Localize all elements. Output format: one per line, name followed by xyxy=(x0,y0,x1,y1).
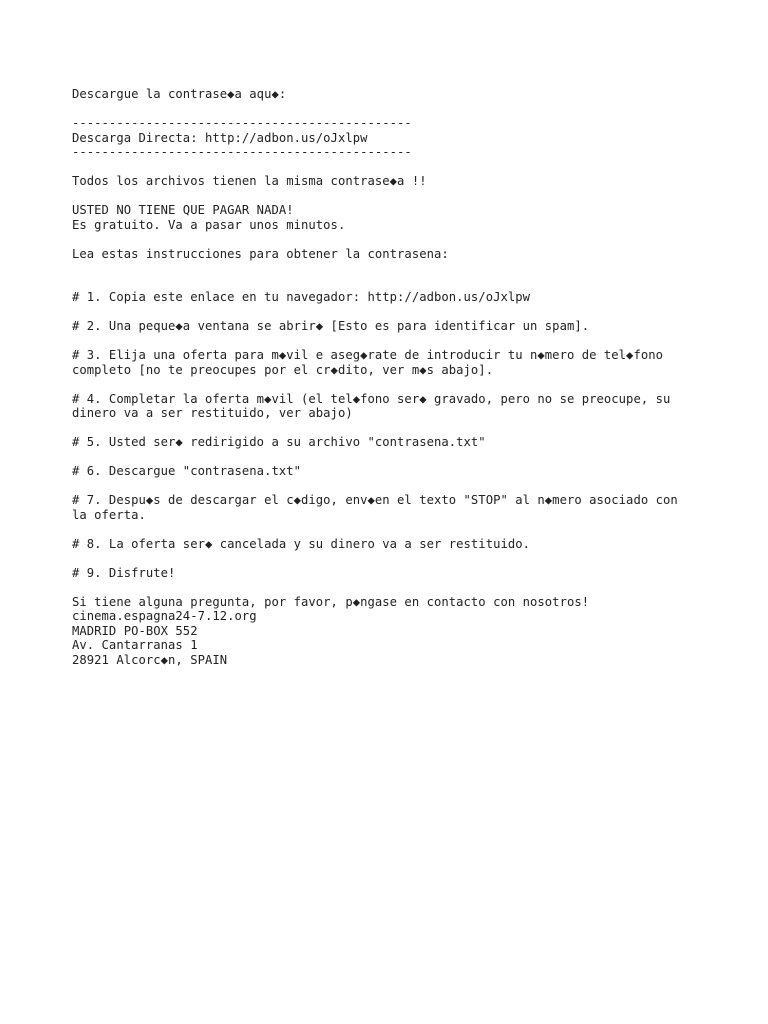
same-password-line: Todos los archivos tienen la misma contrase◆a !! xyxy=(72,174,427,188)
step-1: # 1. Copia este enlace en tu navegador: http://adbon.us/oJxlpw xyxy=(72,290,531,304)
instructions-intro: Lea estas instrucciones para obtener la contrasena: xyxy=(72,246,449,261)
step-6: # 6. Descargue "contrasena.txt" xyxy=(72,464,302,478)
step-4: # 4. Completar la oferta m◆vil (el tel◆fono ser◆ gravado, pero no se preocupe, su dinero va a ser restituido, ver abajo) xyxy=(72,391,671,420)
step-7: # 7. Despu◆s de descargar el c◆digo, env◆en el texto "STOP" al n◆mero asociado con la oferta. xyxy=(72,493,678,522)
contact-street: Av. Cantarranas 1 xyxy=(72,638,198,652)
spacer xyxy=(72,334,712,349)
contact-website: cinema.espagna24-7.12.org xyxy=(72,609,257,623)
spacer xyxy=(72,305,712,320)
separator-top: ---------------------------------------------- xyxy=(72,116,412,130)
step-2: # 2. Una peque◆a ventana se abrir◆ [Esto es para identificar un spam]. xyxy=(72,319,590,333)
spacer xyxy=(72,421,712,436)
spacer xyxy=(72,551,712,566)
spacer xyxy=(72,522,712,537)
step-9: # 9. Disfrute! xyxy=(72,565,176,580)
step-8: # 8. La oferta ser◆ cancelada y su dinero va a ser restituido. xyxy=(72,536,531,551)
document-body xyxy=(72,87,712,667)
free-line: Es gratuito. Va a pasar unos minutos. xyxy=(72,217,346,232)
spacer xyxy=(72,377,712,392)
contact-city: 28921 Alcorc◆n, SPAIN xyxy=(72,652,228,667)
spacer xyxy=(72,580,712,595)
direct-download-line: Descarga Directa: http://adbon.us/oJxlpw xyxy=(72,130,368,145)
spacer xyxy=(72,160,712,175)
intro-line: Descargue la contrase◆a aqu◆: xyxy=(72,87,287,101)
contact-pobox: MADRID PO-BOX 552 xyxy=(72,623,198,638)
spacer xyxy=(72,102,712,117)
spacer xyxy=(72,232,712,247)
spacer xyxy=(72,189,712,204)
contact-question: Si tiene alguna pregunta, por favor, p◆ngase en contacto con nosotros! xyxy=(72,594,590,609)
no-pay-line: USTED NO TIENE QUE PAGAR NADA! xyxy=(72,203,294,217)
step-5: # 5. Usted ser◆ redirigido a su archivo "contrasena.txt" xyxy=(72,435,486,449)
spacer xyxy=(72,261,712,290)
step-3: # 3. Elija una oferta para m◆vil e aseg◆rate de introducir tu n◆mero de tel◆fono completo [no te preocupes por el cr◆dito, ver m◆s abajo]. xyxy=(72,348,663,377)
spacer xyxy=(72,479,712,494)
spacer xyxy=(72,450,712,465)
separator-bottom: ---------------------------------------------- xyxy=(72,145,412,159)
